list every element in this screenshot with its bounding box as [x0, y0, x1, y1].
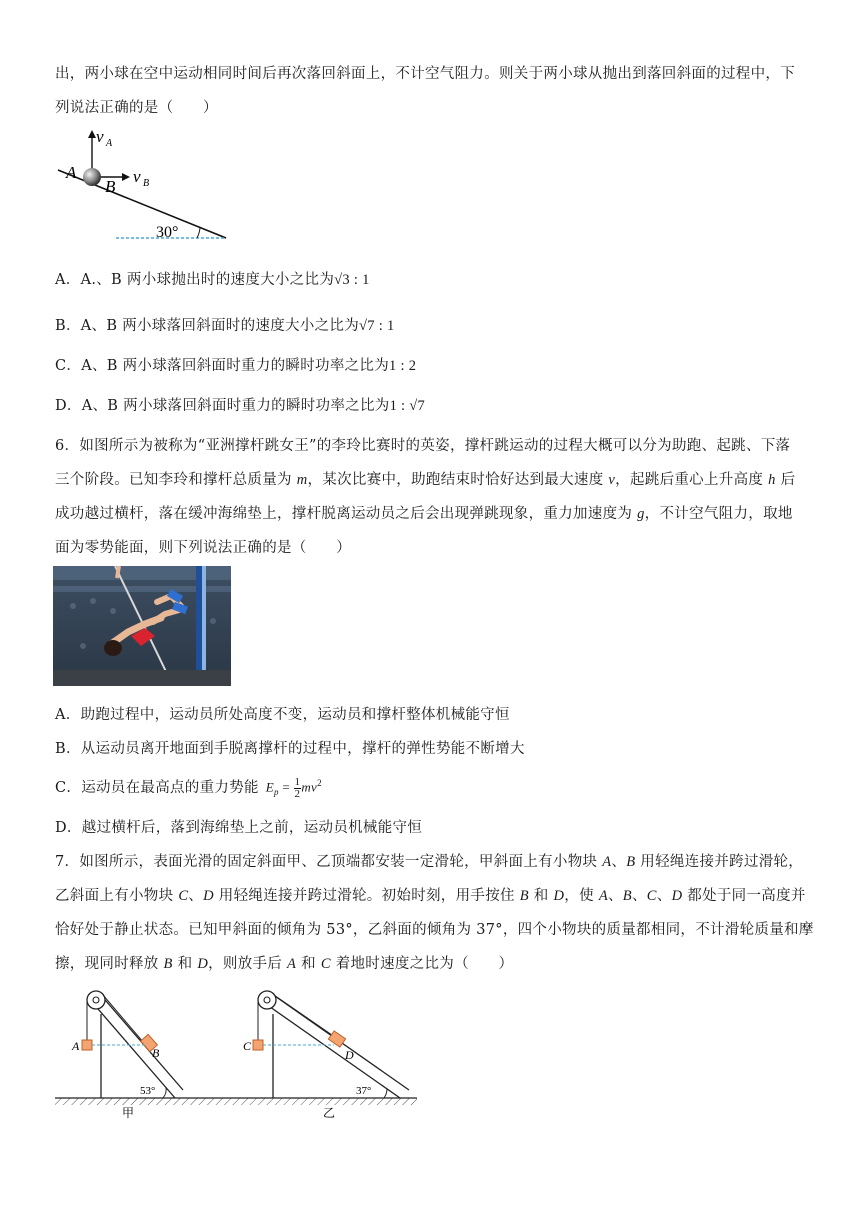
q5-stem-line2: 列说法正确的是（ ）	[55, 100, 218, 116]
q6-option-a: A．助跑过程中，运动员所处高度不变，运动员和撑杆整体机械能守恒	[55, 707, 510, 723]
q6-option-c: C．运动员在最高点的重力势能 $E_p$ = $\frac{1}{2}$ $mv^2$	[55, 775, 322, 800]
point-B-label: B	[105, 177, 116, 196]
potential-energy-formula: $E_p$ = $\frac{1}{2}$ $mv^2$	[265, 775, 322, 800]
q5-figure	[50, 122, 250, 247]
q5-option-d-math: 1 : √7	[389, 398, 426, 414]
q7-line4: 擦，现同时释放 B 和 D，则放手后 A 和 C 着地时速度之比为（ ）	[55, 956, 514, 972]
block-A	[82, 1040, 92, 1050]
q7-figure	[50, 982, 430, 1122]
q5-angle-label: 30°	[156, 224, 179, 241]
vA-label: v	[96, 127, 104, 146]
q5-option-c-math: 1 : 2	[389, 358, 417, 374]
q6-option-d: D．越过横杆后，落到海绵垫上之前，运动员机械能守恒	[55, 820, 423, 836]
q6-line4: 面为零势能面，则下列说法正确的是（ ）	[55, 540, 351, 556]
q7-line3: 恰好处于静止状态。已知甲斜面的倾角为 53°，乙斜面的倾角为 37°，四个小物块的质量都相同，不计滑轮质量和摩	[55, 922, 814, 938]
label-D: D	[345, 1048, 354, 1062]
angle-37-label: 37°	[356, 1085, 372, 1097]
label-yi: 乙	[323, 1106, 336, 1120]
ball	[83, 168, 101, 186]
q5-option-b-math: √7 : 1	[359, 318, 395, 334]
q5-option-a: A．A.、B 两小球抛出时的速度大小之比为√3 : 1	[55, 272, 370, 288]
q7-line1: 7．如图所示，表面光滑的固定斜面甲、乙顶端都安装一定滑轮，甲斜面上有小物块 A、B 用轻绳连接并跨过滑轮，	[55, 854, 804, 870]
pole-vault-photo	[53, 566, 231, 686]
label-jia: 甲	[122, 1106, 135, 1120]
q5-option-c: C．A、B 两小球落回斜面时重力的瞬时功率之比为1 : 2	[55, 358, 417, 374]
q5-stem-line1: 出，两小球在空中运动相同时间后再次落回斜面上，不计空气阻力。则关于两小球从抛出到落回斜面的过程中，下	[55, 66, 795, 82]
label-B: B	[152, 1046, 160, 1060]
block-C	[253, 1040, 263, 1050]
vB-sub: B	[143, 178, 150, 189]
q6-option-b: B．从运动员离开地面到手脱离撑杆的过程中，撑杆的弹性势能不断增大	[55, 741, 525, 757]
label-C: C	[243, 1039, 252, 1053]
angle-53-label: 53°	[140, 1085, 156, 1097]
q5-option-a-math: √3 : 1	[334, 272, 370, 288]
q5-option-d: D．A、B 两小球落回斜面时重力的瞬时功率之比为1 : √7	[55, 398, 426, 414]
q6-line2: 三个阶段。已知李玲和撑杆总质量为 m，某次比赛中，助跑结束时恰好达到最大速度 v，起跳后重心上升高度 h 后	[55, 472, 796, 488]
vB-label: v	[133, 167, 141, 186]
label-A: A	[72, 1039, 80, 1053]
vA-sub: A	[106, 138, 113, 149]
q6-line3: 成功越过横杆，落在缓冲海绵垫上，撑杆脱离运动员之后会出现弹跳现象，重力加速度为 g，不计空气阻力，取地	[55, 506, 793, 522]
q5-option-b: B．A、B 两小球落回斜面时的速度大小之比为√7 : 1	[55, 318, 395, 334]
point-A-label: A	[66, 163, 77, 182]
q6-line1: 6．如图所示为被称为“亚洲撑杆跳女王”的李玲比赛时的英姿，撑杆跳运动的过程大概可以分为助跑、起跳、下落	[55, 438, 791, 454]
q7-line2: 乙斜面上有小物块 C、D 用轻绳连接并跨过滑轮。初始时刻，用手按住 B 和 D，使 A、B、C、D 都处于同一高度并	[55, 888, 806, 904]
